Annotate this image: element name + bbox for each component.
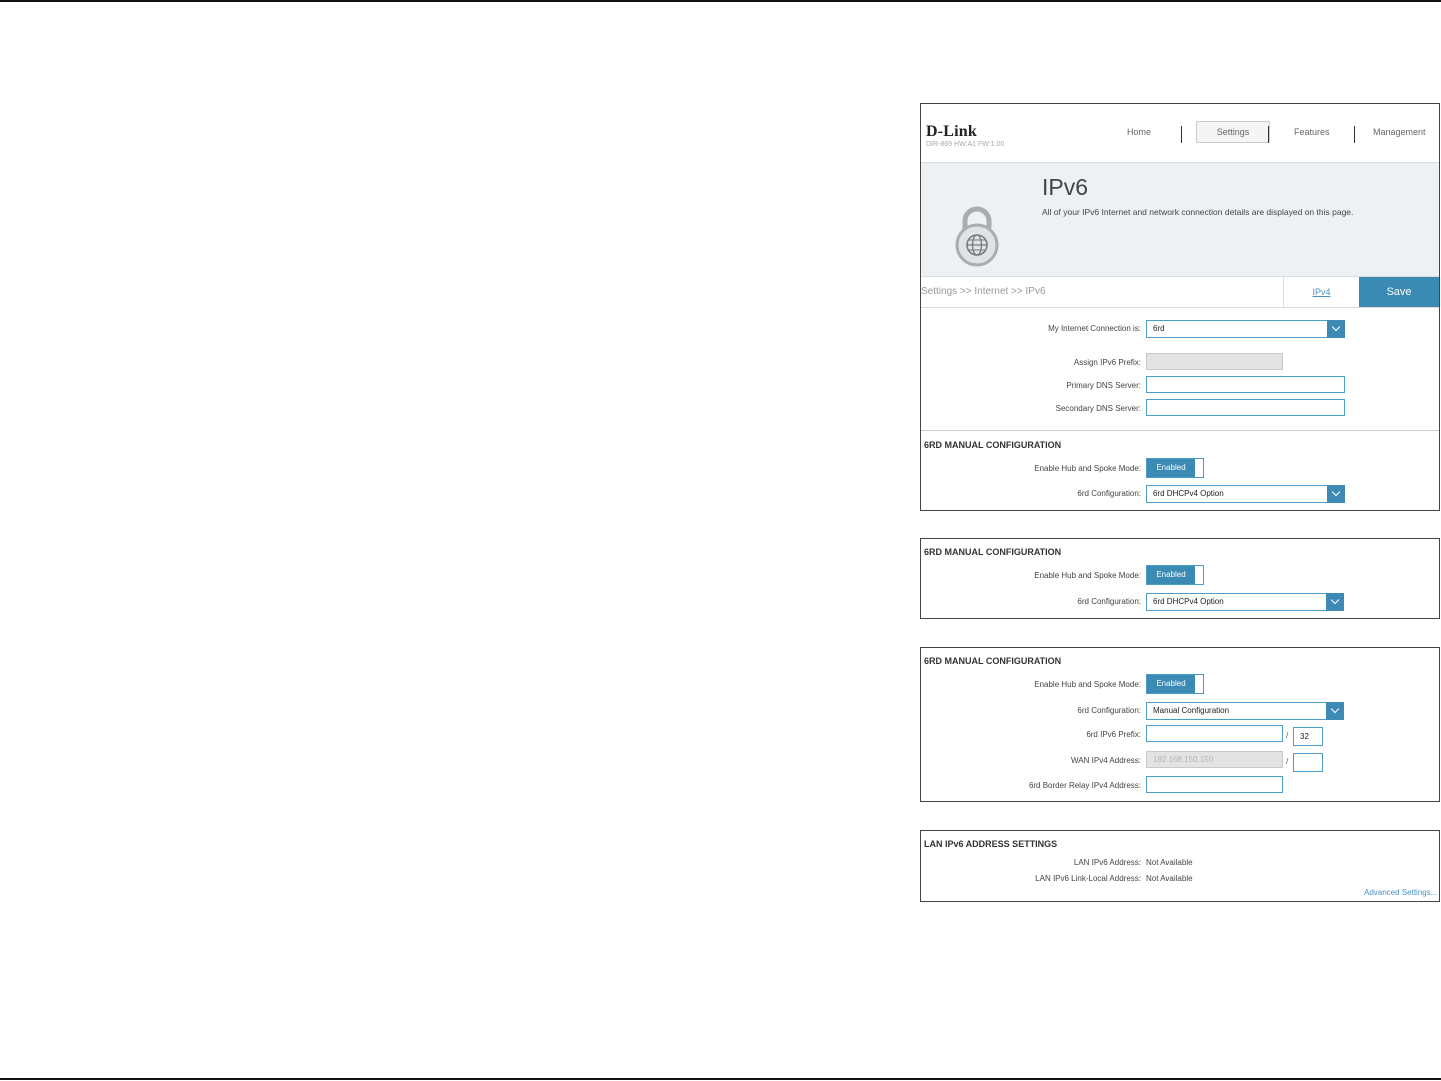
bottom-rule [0, 1078, 1441, 1080]
ipv4-link[interactable]: IPv4 [1283, 277, 1359, 307]
hub-spoke-toggle[interactable] [1146, 674, 1204, 694]
6rd-prefix-input[interactable] [1146, 725, 1283, 742]
dlink-logo: D-Link [926, 123, 977, 140]
connection-type-select[interactable] [1146, 320, 1345, 338]
border-relay-input[interactable] [1146, 776, 1283, 793]
section-divider [921, 430, 1439, 431]
border-relay-label: 6rd Border Relay IPv4 Address: [1028, 781, 1141, 790]
toggle-state: Enabled [1147, 566, 1195, 584]
breadcrumb-bar [921, 276, 1439, 308]
slash-separator: / [1286, 731, 1289, 740]
section-title: 6RD MANUAL CONFIGURATION [924, 656, 1062, 666]
nav-home[interactable]: Home [1127, 127, 1152, 137]
wan-ipv4-field: 192.168.150.150 [1146, 751, 1283, 768]
6rd-config-label: 6rd Configuration: [1077, 489, 1141, 498]
section-title: 6RD MANUAL CONFIGURATION [924, 440, 1062, 450]
6rd-config-select[interactable] [1146, 485, 1345, 503]
slash-separator: / [1286, 757, 1289, 766]
page-banner [921, 162, 1439, 277]
primary-dns-input[interactable] [1146, 376, 1345, 393]
lan-address-value: Not Available [1146, 858, 1193, 867]
lan-ipv6-screenshot [920, 830, 1440, 902]
6rd-config-value: 6rd DHCPv4 Option [1153, 597, 1224, 606]
chevron-down-icon[interactable] [1327, 485, 1345, 503]
lan-link-local-value: Not Available [1146, 874, 1193, 883]
6rd-prefix-length-input[interactable]: 32 [1293, 727, 1323, 746]
6rd-config-label: 6rd Configuration: [1077, 706, 1141, 715]
top-rule [0, 0, 1441, 2]
toggle-state: Enabled [1147, 459, 1195, 477]
page-description: All of your IPv6 Internet and network connection details are displayed on this page. [1042, 207, 1354, 217]
nav-management[interactable]: Management [1373, 127, 1426, 137]
breadcrumb: Settings >> Internet >> IPv6 [921, 286, 1046, 297]
assign-prefix-label: Assign IPv6 Prefix: [1073, 358, 1141, 367]
lan-address-label: LAN IPv6 Address: [1073, 858, 1141, 867]
save-button[interactable]: Save [1359, 277, 1439, 307]
lan-link-local-label: LAN IPv6 Link-Local Address: [1035, 874, 1141, 883]
6rd-config-value: Manual Configuration [1153, 706, 1230, 715]
hub-spoke-label: Enable Hub and Spoke Mode: [1034, 680, 1141, 689]
nav-separator [1268, 126, 1269, 143]
secondary-dns-label: Secondary DNS Server: [1055, 404, 1141, 413]
6rd-manual-screenshot [920, 647, 1440, 802]
6rd-dhcp-screenshot [920, 538, 1440, 619]
nav-features[interactable]: Features [1294, 127, 1330, 137]
connection-type-value: 6rd [1153, 324, 1165, 333]
nav-separator [1354, 126, 1355, 143]
hub-spoke-toggle[interactable] [1146, 565, 1204, 585]
section-title: 6RD MANUAL CONFIGURATION [924, 547, 1062, 557]
primary-dns-label: Primary DNS Server: [1066, 381, 1141, 390]
chevron-down-icon[interactable] [1326, 702, 1344, 720]
nav-settings[interactable]: Settings [1196, 121, 1270, 143]
model-info: DIR-869 HW:A1 FW:1.00 [926, 141, 1005, 148]
wan-ipv4-label: WAN IPv4 Address: [1071, 756, 1141, 765]
advanced-settings-link[interactable]: Advanced Settings... [1364, 888, 1438, 897]
hub-spoke-toggle[interactable] [1146, 458, 1204, 478]
6rd-config-value: 6rd DHCPv4 Option [1153, 489, 1224, 498]
chevron-down-icon[interactable] [1327, 320, 1345, 338]
secondary-dns-input[interactable] [1146, 399, 1345, 416]
6rd-prefix-label: 6rd IPv6 Prefix: [1086, 730, 1141, 739]
ipv6-settings-screenshot [920, 103, 1440, 511]
chevron-down-icon[interactable] [1326, 593, 1344, 611]
page-title: IPv6 [1042, 174, 1089, 200]
connection-type-label: My Internet Connection is: [1048, 324, 1141, 333]
nav-separator [1181, 126, 1182, 143]
section-title: LAN IPv6 ADDRESS SETTINGS [924, 839, 1058, 849]
hub-spoke-label: Enable Hub and Spoke Mode: [1034, 571, 1141, 580]
6rd-config-select[interactable] [1146, 593, 1344, 611]
assign-prefix-field [1146, 353, 1283, 370]
hub-spoke-label: Enable Hub and Spoke Mode: [1034, 464, 1141, 473]
header [921, 104, 1439, 162]
toggle-state: Enabled [1147, 675, 1195, 693]
6rd-config-label: 6rd Configuration: [1077, 597, 1141, 606]
wan-ipv4-mask-input[interactable] [1293, 753, 1323, 772]
lock-globe-icon [953, 199, 1001, 269]
6rd-config-select[interactable] [1146, 702, 1344, 720]
